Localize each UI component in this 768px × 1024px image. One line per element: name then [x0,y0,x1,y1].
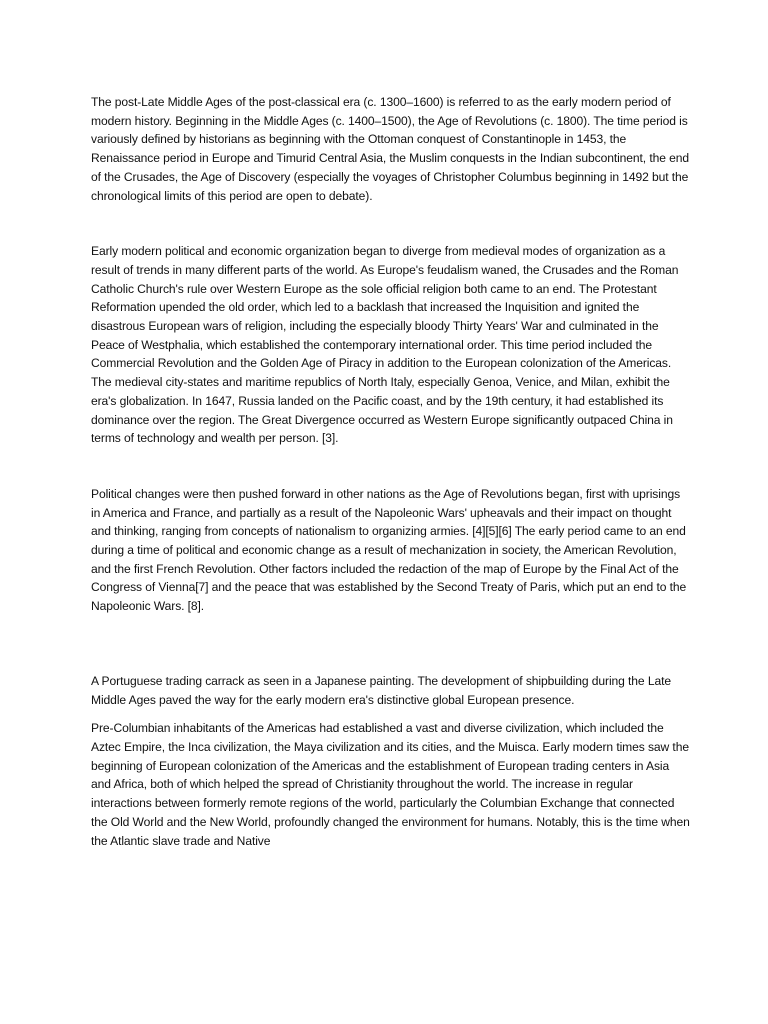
paragraph-pre-columbian-americas: Pre-Columbian inhabitants of the Americas had established a vast and diverse civilization, which included the Aztec Empire, the Inca civilization, the Maya civilization and its cities, and the Muisca. Early modern times saw the beginning of European colonization of the Americas and the establishment of European trading centers in Asia and Africa, both of which helped the spread of Christianity throughout the world. The increase in regular interactions between formerly remote regions of the world, particularly the Columbian Exchange that connected the Old World and the New World, profoundly changed the environment for humans. Notably, this is the time when the Atlantic slave trade and Native [91,721,690,848]
paragraph-early-modern-intro: The post-Late Middle Ages of the post-classical era (c. 1300–1600) is referred to as the early modern period of modern history. Beginning in the Middle Ages (c. 1400–1500), the Age of Revolutions (c. 1800). The time period is variously defined by historians as beginning with the Ottoman conquest of Constantinople in 1453, the Renaissance period in Europe and Timurid Central Asia, the Muslim conquests in the Indian subcontinent, the end of the Crusades, the Age of Discovery (especially the voyages of Christopher Columbus beginning in 1492 but the chronological limits of this period are open to debate). [91,95,689,203]
paragraph-spacer [91,205,691,242]
paragraph-political-economic-organization: Early modern political and economic organization began to diverge from medieval modes of organization as a result of trends in many different parts of the world. As Europe's feudalism waned, the Crusades and the Roman Catholic Church's rule over Western Europe as the sole official religion both came to an end. The Protestant Reformation upended the old order, which led to a backlash that increased the Inquisition and ignited the disastrous European wars of religion, including the especially bloody Thirty Years' War and culminated in the Peace of Westphalia, which established the contemporary international order. This time period included the Commercial Revolution and the Golden Age of Piracy in addition to the European colonization of the Americas. The medieval city-states and maritime republics of North Italy, especially Genoa, Venice, and Milan, exhibit the era's globalization. In 1647, Russia landed on the Pacific coast, and by the 19th century, it had established its dominance over the region. The Great Divergence occurred as Western Europe significantly outpaced China in terms of technology and wealth per person. [3]. [91,244,679,446]
paragraph-spacer [91,448,691,485]
document-body [91,93,691,850]
paragraph-age-of-revolutions: Political changes were then pushed forward in other nations as the Age of Revolutions began, first with uprisings in America and France, and partially as a result of the Napoleonic Wars' upheavals and their impact on thought and thinking, ranging from concepts of nationalism to organizing armies. [4][5][6] The early period came to an end during a time of political and economic change as a result of mechanization in society, the American Revolution, and the first French Revolution. Other factors included the redaction of the map of Europe by the Final Act of the Congress of Vienna[7] and the peace that was established by the Second Treaty of Paris, which put an end to the Napoleonic Wars. [8]. [91,486,687,614]
paragraph-spacer [91,709,691,719]
paragraph-image-caption-carrack: A Portuguese trading carrack as seen in a Japanese painting. The development of shipbuilding during the Late Middle Ages paved the way for the early modern era's distinctive global European presence. [91,673,671,707]
paragraph-spacer [91,616,691,672]
